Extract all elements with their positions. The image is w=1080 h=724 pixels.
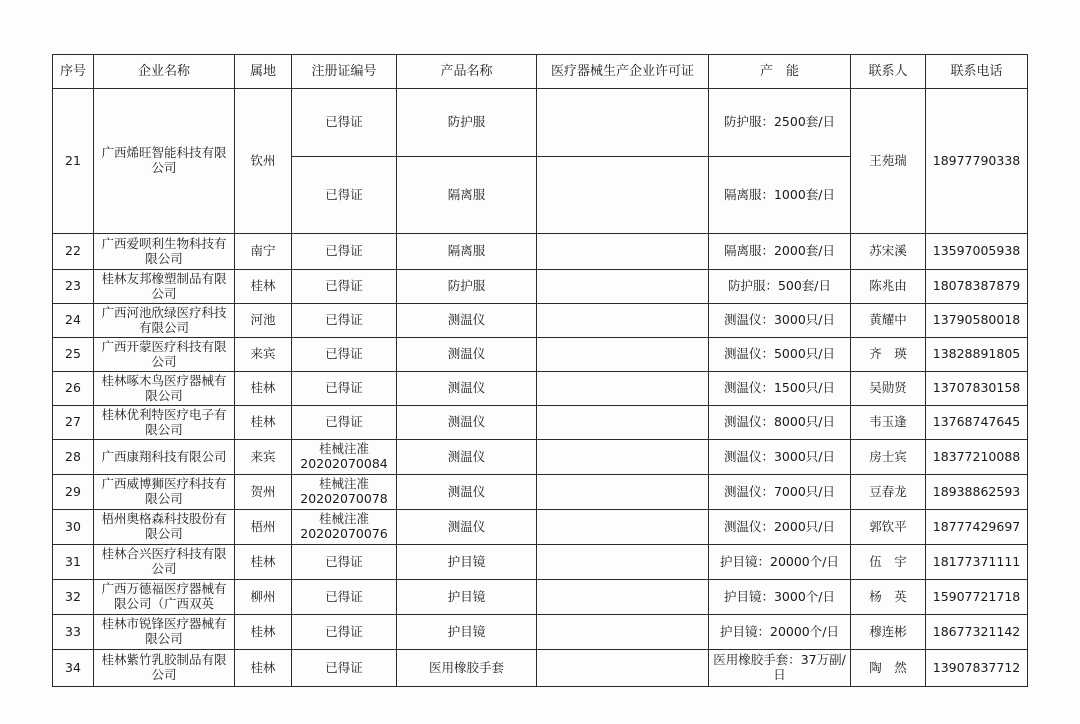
phone-cell: 18977790338 [926,89,1028,234]
capacity-cell: 护目镜：20000个/日 [709,615,851,650]
table-row [53,510,1028,545]
capacity-cell: 隔离服：2000套/日 [709,234,851,270]
contact-cell: 王苑瑞 [851,89,926,234]
seq-cell: 31 [53,545,94,580]
license-cell [537,650,709,687]
contact-cell: 伍 宇 [851,545,926,580]
header-capacity: 产 能 [709,55,851,89]
product-cell: 护目镜 [397,615,537,650]
capacity-cell: 测温仪：5000只/日 [709,338,851,372]
product-cell: 测温仪 [397,475,537,510]
capacity-cell: 测温仪：1500只/日 [709,372,851,406]
company-cell: 广西河池欣绿医疗科技有限公司 [94,304,235,338]
region-cell: 来宾 [235,440,292,475]
region-cell: 南宁 [235,234,292,270]
capacity-cell: 医用橡胶手套：37万副/日 [709,650,851,687]
phone-cell: 13790580018 [926,304,1028,338]
table-row [53,650,1028,687]
table-row [53,89,1028,157]
seq-cell: 27 [53,406,94,440]
reg-number-cell: 已得证 [292,89,397,157]
phone-cell: 13707830158 [926,372,1028,406]
seq-cell: 29 [53,475,94,510]
license-cell [537,304,709,338]
region-cell: 贺州 [235,475,292,510]
company-cell: 广西开蒙医疗科技有限公司 [94,338,235,372]
reg-number-cell: 已得证 [292,270,397,304]
seq-cell: 28 [53,440,94,475]
reg-number-cell: 已得证 [292,615,397,650]
product-cell: 测温仪 [397,510,537,545]
capacity-cell: 护目镜：20000个/日 [709,545,851,580]
contact-cell: 吴勋贤 [851,372,926,406]
reg-number-cell: 已得证 [292,650,397,687]
region-cell: 桂林 [235,545,292,580]
license-cell [537,338,709,372]
reg-number-cell: 已得证 [292,580,397,615]
company-cell: 广西烯旺智能科技有限公司 [94,89,235,234]
phone-cell: 18078387879 [926,270,1028,304]
license-cell [537,545,709,580]
reg-number-cell: 已得证 [292,338,397,372]
reg-number-cell: 桂械注准20202070078 [292,475,397,510]
product-cell: 医用橡胶手套 [397,650,537,687]
header-product: 产品名称 [397,55,537,89]
header-region: 属地 [235,55,292,89]
phone-cell: 18938862593 [926,475,1028,510]
region-cell: 钦州 [235,89,292,234]
seq-cell: 33 [53,615,94,650]
table-row [53,580,1028,615]
table-row [53,372,1028,406]
product-cell: 测温仪 [397,304,537,338]
capacity-cell: 测温仪：7000只/日 [709,475,851,510]
contact-cell: 黄耀中 [851,304,926,338]
license-cell [537,510,709,545]
header-phone: 联系电话 [926,55,1028,89]
contact-cell: 苏宋溪 [851,234,926,270]
license-cell [537,270,709,304]
product-cell: 护目镜 [397,545,537,580]
company-cell: 梧州奥格森科技股份有限公司 [94,510,235,545]
phone-cell: 18777429697 [926,510,1028,545]
reg-number-cell: 已得证 [292,406,397,440]
reg-number-cell: 已得证 [292,304,397,338]
license-cell [537,440,709,475]
seq-cell: 22 [53,234,94,270]
region-cell: 桂林 [235,615,292,650]
company-cell: 广西爱呗利生物科技有限公司 [94,234,235,270]
reg-number-cell: 桂械注准20202070076 [292,510,397,545]
contact-cell: 房士宾 [851,440,926,475]
contact-cell: 郭钦平 [851,510,926,545]
phone-cell: 18377210088 [926,440,1028,475]
company-cell: 桂林友邦橡塑制品有限公司 [94,270,235,304]
seq-cell: 30 [53,510,94,545]
license-cell [537,89,709,157]
license-cell [537,475,709,510]
seq-cell: 34 [53,650,94,687]
region-cell: 梧州 [235,510,292,545]
capacity-cell: 测温仪：3000只/日 [709,304,851,338]
phone-cell: 13768747645 [926,406,1028,440]
header-reg-number: 注册证编号 [292,55,397,89]
enterprise-table [52,54,1028,687]
header-seq: 序号 [53,55,94,89]
region-cell: 来宾 [235,338,292,372]
reg-number-cell: 已得证 [292,157,397,234]
license-cell [537,406,709,440]
contact-cell: 陶 然 [851,650,926,687]
capacity-cell: 测温仪：3000只/日 [709,440,851,475]
seq-cell: 21 [53,89,94,234]
product-cell: 测温仪 [397,440,537,475]
license-cell [537,372,709,406]
company-cell: 桂林优利特医疗电子有限公司 [94,406,235,440]
phone-cell: 18677321142 [926,615,1028,650]
capacity-cell: 测温仪：2000只/日 [709,510,851,545]
phone-cell: 13597005938 [926,234,1028,270]
region-cell: 桂林 [235,270,292,304]
product-cell: 防护服 [397,89,537,157]
table-row [53,338,1028,372]
product-cell: 隔离服 [397,157,537,234]
license-cell [537,615,709,650]
company-cell: 广西威博狮医疗科技有限公司 [94,475,235,510]
capacity-cell: 隔离服：1000套/日 [709,157,851,234]
header-company: 企业名称 [94,55,235,89]
region-cell: 柳州 [235,580,292,615]
table-row [53,475,1028,510]
contact-cell: 杨 英 [851,580,926,615]
product-cell: 护目镜 [397,580,537,615]
table-row [53,406,1028,440]
reg-number-cell: 桂械注准20202070084 [292,440,397,475]
license-cell [537,157,709,234]
contact-cell: 陈兆由 [851,270,926,304]
contact-cell: 豆春龙 [851,475,926,510]
company-cell: 桂林啄木鸟医疗器械有限公司 [94,372,235,406]
table-row [53,304,1028,338]
region-cell: 桂林 [235,372,292,406]
license-cell [537,580,709,615]
capacity-cell: 护目镜：3000个/日 [709,580,851,615]
table-row [53,440,1028,475]
reg-number-cell: 已得证 [292,372,397,406]
product-cell: 测温仪 [397,338,537,372]
reg-number-cell: 已得证 [292,545,397,580]
header-row [53,55,1028,89]
capacity-cell: 防护服：2500套/日 [709,89,851,157]
company-cell: 广西康翔科技有限公司 [94,440,235,475]
header-contact: 联系人 [851,55,926,89]
table-row [53,270,1028,304]
contact-cell: 穆连彬 [851,615,926,650]
seq-cell: 23 [53,270,94,304]
product-cell: 隔离服 [397,234,537,270]
contact-cell: 韦玉逢 [851,406,926,440]
reg-number-cell: 已得证 [292,234,397,270]
company-cell: 广西万德福医疗器械有限公司（广西双英 [94,580,235,615]
header-license: 医疗器械生产企业许可证 [537,55,709,89]
product-cell: 防护服 [397,270,537,304]
product-cell: 测温仪 [397,372,537,406]
company-cell: 桂林紫竹乳胶制品有限公司 [94,650,235,687]
product-cell: 测温仪 [397,406,537,440]
region-cell: 桂林 [235,650,292,687]
table-row [53,545,1028,580]
phone-cell: 18177371111 [926,545,1028,580]
table-row [53,615,1028,650]
seq-cell: 24 [53,304,94,338]
phone-cell: 13828891805 [926,338,1028,372]
license-cell [537,234,709,270]
region-cell: 河池 [235,304,292,338]
region-cell: 桂林 [235,406,292,440]
seq-cell: 26 [53,372,94,406]
company-cell: 桂林合兴医疗科技有限公司 [94,545,235,580]
phone-cell: 13907837712 [926,650,1028,687]
company-cell: 桂林市锐锋医疗器械有限公司 [94,615,235,650]
capacity-cell: 防护服：500套/日 [709,270,851,304]
table-row [53,234,1028,270]
capacity-cell: 测温仪：8000只/日 [709,406,851,440]
seq-cell: 32 [53,580,94,615]
contact-cell: 齐 瑛 [851,338,926,372]
phone-cell: 15907721718 [926,580,1028,615]
seq-cell: 25 [53,338,94,372]
